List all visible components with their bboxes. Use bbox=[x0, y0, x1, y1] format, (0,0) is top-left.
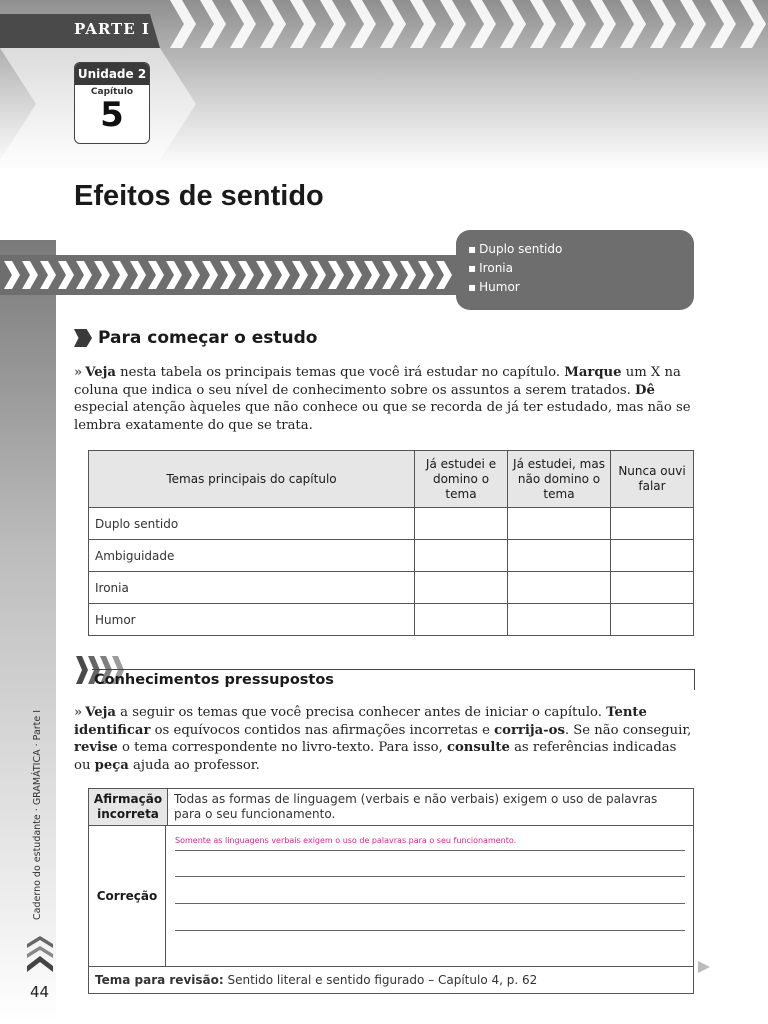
sidebar-caption: Caderno do estudante · GRAMÁTICA · Parte I bbox=[32, 709, 43, 920]
page-number: 44 bbox=[30, 983, 50, 1001]
theme-name: Duplo sentido bbox=[89, 508, 415, 540]
play-arrow-icon bbox=[698, 960, 712, 974]
table-row bbox=[89, 508, 694, 540]
themes-header: Nunca ouvi falar bbox=[611, 451, 694, 508]
themes-header: Já estudei e domino o tema bbox=[415, 451, 508, 508]
incorrect-statement-label: Afirmação incorreta bbox=[89, 789, 168, 826]
topic-item: ▪ Humor bbox=[468, 278, 694, 297]
chapter-label: Capítulo bbox=[90, 87, 134, 97]
answer-line bbox=[175, 930, 685, 931]
header-chevron-pattern bbox=[160, 0, 768, 48]
table-row bbox=[89, 604, 694, 636]
chapter-topics-box bbox=[456, 230, 694, 310]
answer-line bbox=[175, 850, 685, 851]
checkbox-cell[interactable] bbox=[508, 572, 611, 604]
double-chevron-icon: » bbox=[74, 705, 83, 720]
theme-name: Ironia bbox=[89, 572, 415, 604]
left-sidebar-band bbox=[0, 240, 56, 1024]
review-topic: Tema para revisão: Sentido literal e sentido figurado – Capítulo 4, p. 62 bbox=[89, 967, 694, 994]
section-start-heading bbox=[74, 328, 317, 348]
title-chevron-band bbox=[0, 255, 460, 295]
checkbox-cell[interactable] bbox=[415, 572, 508, 604]
section-start-instructions: » Veja nesta tabela os principais temas que você irá estudar no capítulo. Marque um X na coluna que indica o seu nível de conhecimento sobre os assuntos a serem tratados. Dê especial atenção àqueles que não conhece ou que se recorda de já ter estudado, mas não se lembra exatamente do que se trata. bbox=[74, 365, 691, 433]
answer-line bbox=[175, 876, 685, 877]
table-row bbox=[89, 540, 694, 572]
correction-label: Correção bbox=[89, 826, 166, 966]
section-marker-icon bbox=[74, 329, 92, 347]
chapter-number: 5 bbox=[100, 95, 124, 135]
unit-label: Unidade 2 bbox=[75, 63, 149, 85]
correction-table bbox=[88, 788, 694, 994]
part-label: PARTE I bbox=[74, 20, 150, 38]
incorrect-statement: Todas as formas de linguagem (verbais e não verbais) exigem o uso de palavras para o seu funcionamento. bbox=[168, 789, 694, 826]
checkbox-cell[interactable] bbox=[611, 604, 694, 636]
prior-knowledge-instructions: » Veja a seguir os temas que você precisa conhecer antes de iniciar o capítulo. Tente identificar os equívocos contidos nas afirmações incorretas e corrija-os. Se não conseguir, revise o tema correspondente no livro-texto. Para isso, consulte as referências indicadas ou peça ajuda ao professor. bbox=[74, 705, 692, 773]
answer-line bbox=[175, 903, 685, 904]
topic-item: ▪ Ironia bbox=[468, 259, 694, 278]
stacked-chevron-icon bbox=[27, 934, 53, 974]
checkbox-cell[interactable] bbox=[415, 604, 508, 636]
correction-area[interactable] bbox=[89, 826, 693, 966]
correction-answer: Somente as linguagens verbais exigem o uso de palavras para o seu funcionamento. bbox=[175, 836, 517, 845]
page-title: Efeitos de sentido bbox=[74, 180, 324, 212]
theme-name: Humor bbox=[89, 604, 415, 636]
unit-badge bbox=[74, 62, 150, 144]
checkbox-cell[interactable] bbox=[611, 572, 694, 604]
table-row bbox=[89, 967, 694, 994]
double-chevron-icon: » bbox=[74, 365, 83, 380]
table-row bbox=[89, 789, 694, 826]
table-row bbox=[89, 572, 694, 604]
checkbox-cell[interactable] bbox=[611, 540, 694, 572]
theme-name: Ambiguidade bbox=[89, 540, 415, 572]
themes-table bbox=[88, 450, 694, 636]
section-start-title: Para começar o estudo bbox=[98, 328, 318, 348]
table-row bbox=[89, 826, 694, 967]
themes-header: Temas principais do capítulo bbox=[89, 451, 415, 508]
checkbox-cell[interactable] bbox=[508, 508, 611, 540]
checkbox-cell[interactable] bbox=[415, 508, 508, 540]
themes-header: Já estudei, mas não domino o tema bbox=[508, 451, 611, 508]
topic-item: ▪ Duplo sentido bbox=[468, 240, 694, 259]
checkbox-cell[interactable] bbox=[508, 540, 611, 572]
checkbox-cell[interactable] bbox=[508, 604, 611, 636]
checkbox-cell[interactable] bbox=[415, 540, 508, 572]
checkbox-cell[interactable] bbox=[611, 508, 694, 540]
prior-knowledge-title: Conhecimentos pressupostos bbox=[94, 672, 334, 688]
